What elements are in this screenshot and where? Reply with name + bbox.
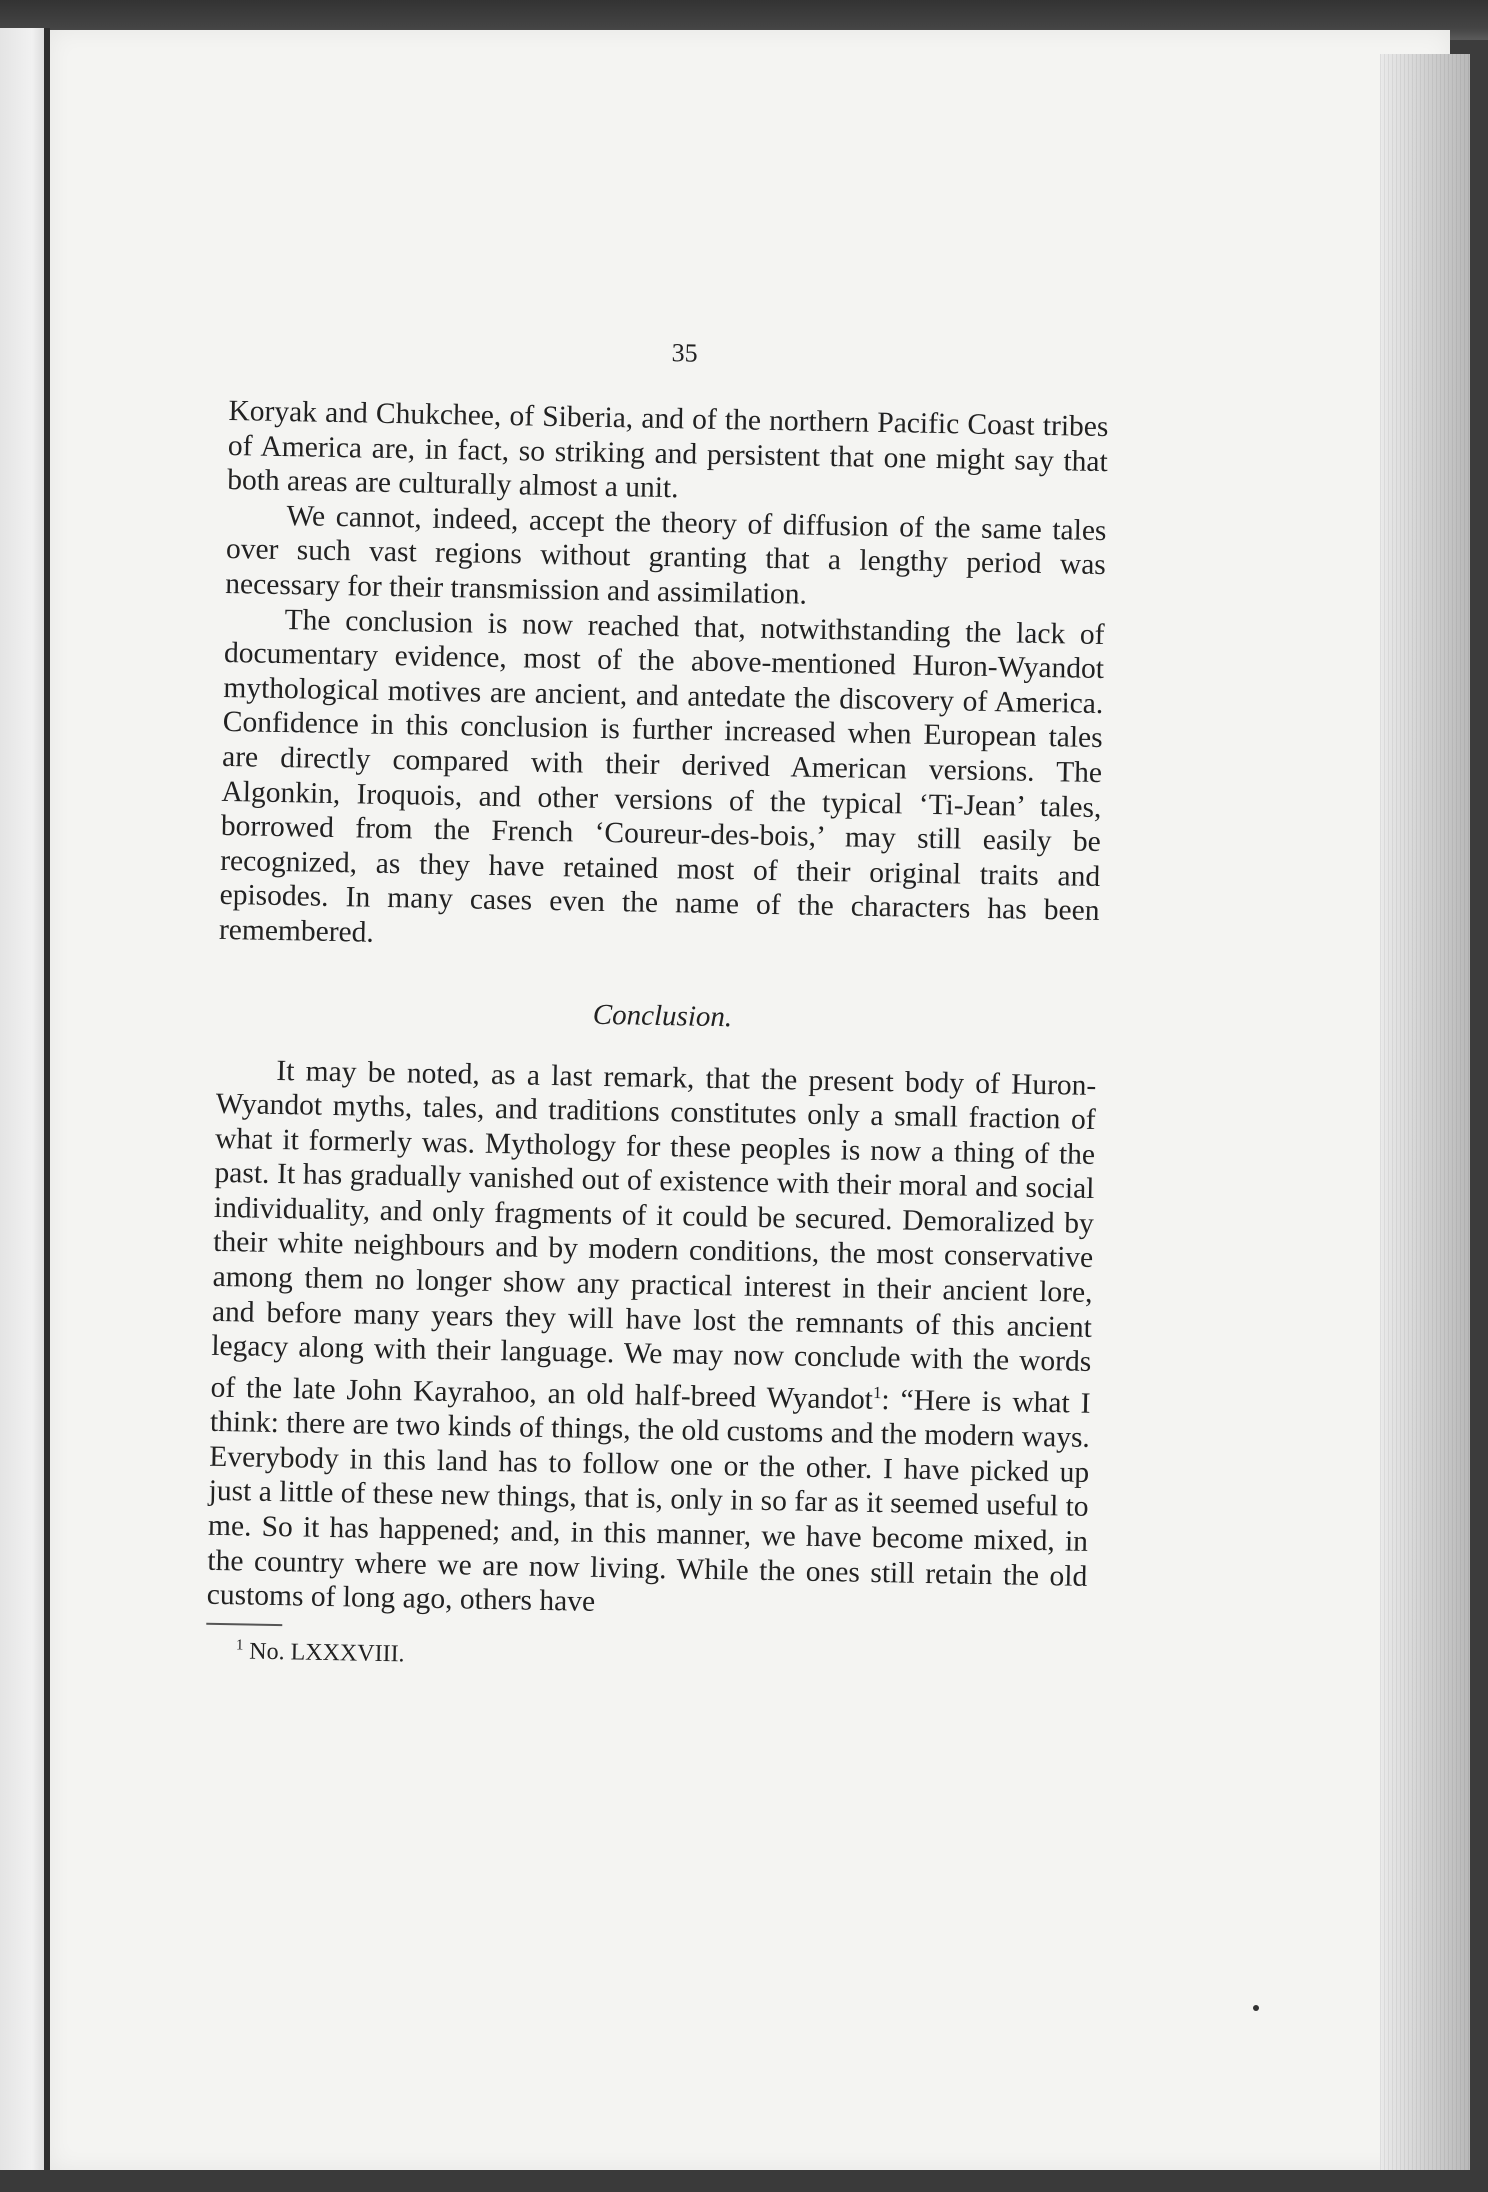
conclusion-text-part2: : “Here is what I think: there are two kinds of things, the old customs and the modern ways. Everybody in this land has to follow one or the other. I have picked up just a little of these new things, that is, only in so far as it seemed useful to me. So it has happened; and, in this manner, we have become mixed, in the country where we are now living. While the ones still retain the old customs of long ago, others have (206, 1383, 1091, 1619)
section-title: Conclusion. (592, 998, 733, 1033)
page-stack-edges (1380, 54, 1470, 2172)
scan-bottom-border (0, 2170, 1488, 2192)
footnote-rule (206, 1623, 282, 1626)
paragraph-conclusion (206, 1052, 1096, 1628)
dust-speck (1253, 2005, 1259, 2011)
footnote-reference: 1 (872, 1382, 882, 1402)
page-number: 35 (671, 338, 698, 368)
conclusion-text-part1: It may be noted, as a last remark, that the present body of Huron-Wyandot myths, tales, and traditions constitutes only a small fraction of what it formerly was. Mythology for these peoples is now a thing of the past. It has gradually vanished out of existence with their moral and social individuality, and only fragments of it could be secured. Demoralized by their white neighbours and by modern conditions, the most conservative among them no longer show any practical interest in their ancient lore, and before many years they will have lost the remnants of this ancient legacy along with their language. We may now conclude with the words of the late John Kayrahoo, an old half-breed Wyandot (210, 1054, 1097, 1416)
footnote-text: No. LXXXVIII. (249, 1638, 405, 1668)
paragraph-continued: Koryak and Chukchee, of Siberia, and of the northern Pacific Coast tribes of America are, in fact, so striking and persistent that one might say that both areas are culturally almost a unit. (226, 394, 1109, 505)
paragraph-diffusion: We cannot, indeed, accept the theory of diffusion of the same tales over such vast regions without granting that a lengthy period was necessary for their transmission and assimilation. (225, 499, 1107, 611)
footnote-mark: 1 (235, 1637, 244, 1654)
paragraph-antiquity: The conclusion is now reached that, notwithstanding the lack of documentary evidence, most of the above-mentioned Huron-Wyandot mythological motives are ancient, and antedate the discovery of America. Confidence in this conclusion is further increased when European tales are directly compared with their derived American versions. The Algonkin, Iroquois, and other versions of the typical ‘Ti-Jean’ tales, borrowed from the French ‘Coureur-des-bois,’ may still easily be recognized, as they have retained most of their original traits and episodes. In many cases even the name of the characters has been remembered. (218, 603, 1105, 949)
facing-page-edge (0, 28, 46, 2174)
page-text-block (206, 330, 1110, 1681)
